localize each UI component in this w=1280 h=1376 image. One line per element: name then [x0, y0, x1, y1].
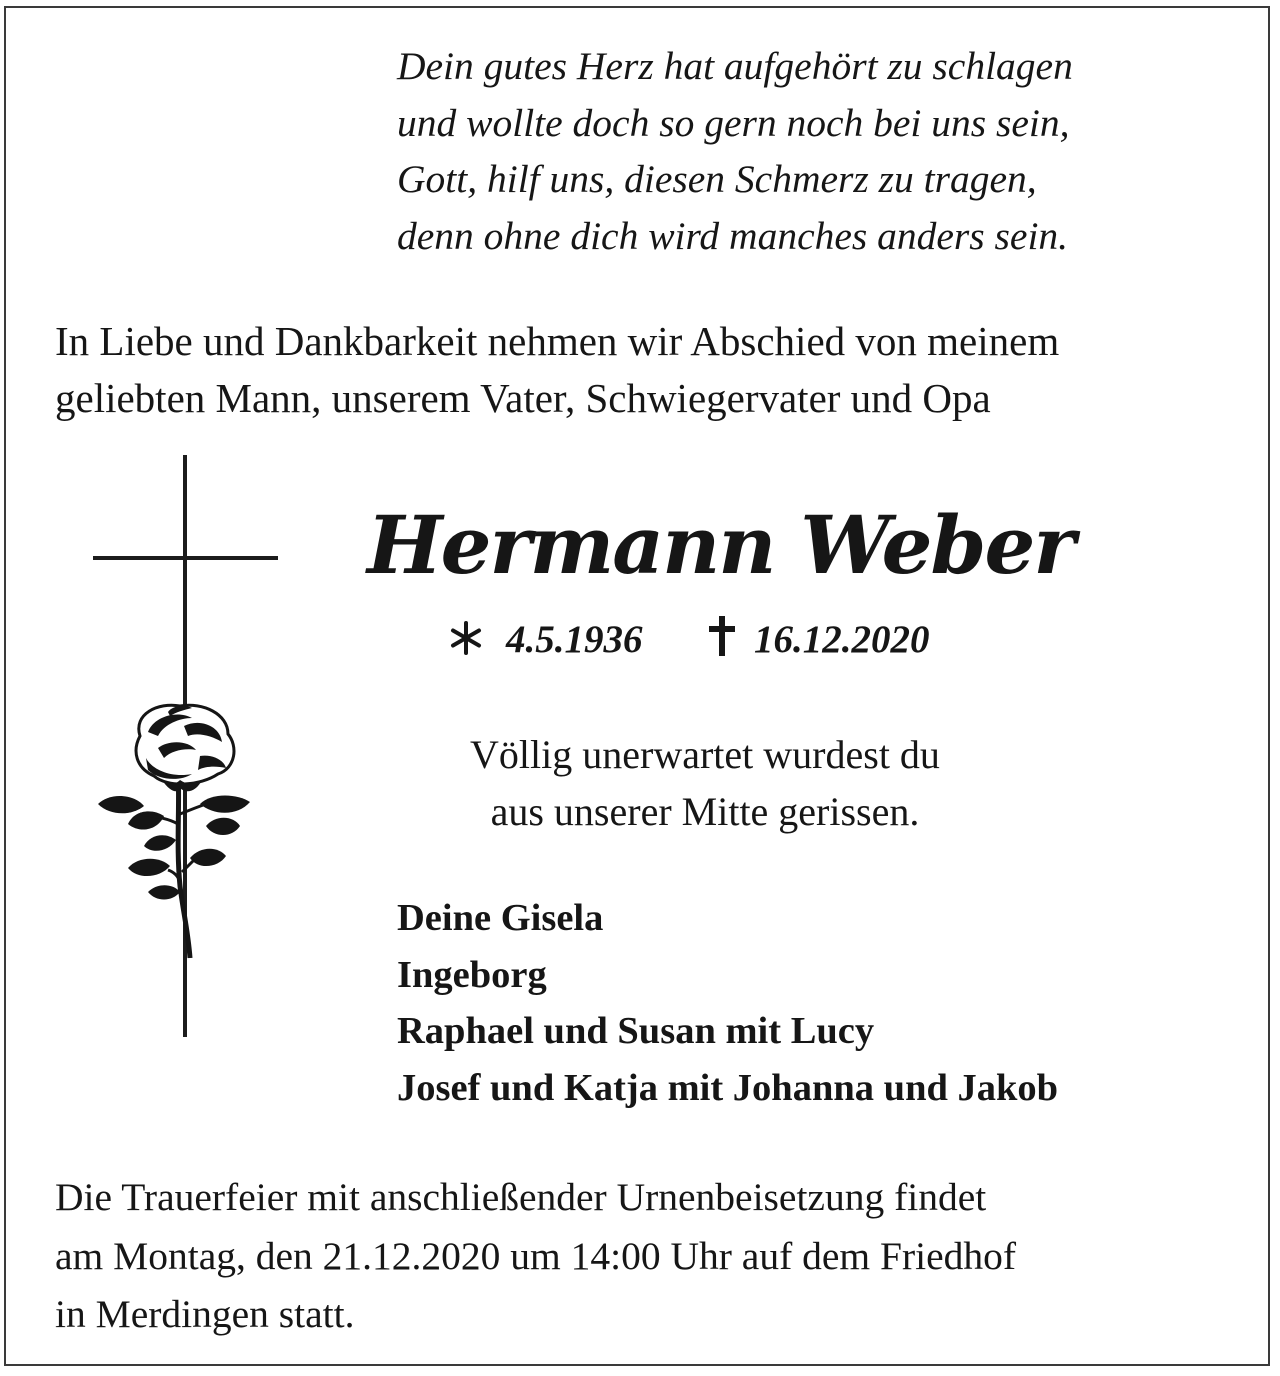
dagger-icon: [706, 614, 738, 658]
birth-date: 4.5.1936: [506, 618, 643, 661]
tribute-line: Völlig unerwartet wurdest du: [470, 732, 940, 777]
poem-line: und wollte doch so gern noch bei uns sein,: [397, 100, 1070, 145]
funeral-line: Die Trauerfeier mit anschließender Urnenbeisetzung findet: [55, 1175, 987, 1219]
mourner-line: Ingeborg: [397, 953, 547, 996]
mourner-line: Deine Gisela: [397, 897, 604, 939]
poem-line: Dein gutes Herz hat aufgehört zu schlagen: [397, 44, 1073, 88]
intro-line: In Liebe und Dankbarkeit nehmen wir Abschied von meinem: [55, 318, 1060, 364]
tribute-line: aus unserer Mitte gerissen.: [490, 789, 920, 834]
funeral-notice: [55, 1168, 1255, 1344]
tribute-text: [405, 726, 1005, 840]
farewell-intro: [55, 313, 1255, 427]
funeral-line: in Merdingen statt.: [55, 1292, 355, 1336]
mourners-list: [397, 890, 1257, 1117]
poem-line: denn ohne dich wird manches anders sein.: [397, 213, 1069, 258]
poem-line: Gott, hilf uns, diesen Schmerz zu tragen,: [397, 157, 1037, 202]
deceased-name: Hermann Weber: [367, 498, 1074, 592]
mourner-line: Raphael und Susan mit Lucy: [397, 1010, 875, 1053]
funeral-line: am Montag, den 21.12.2020 um 14:00 Uhr auf dem Friedhof: [55, 1233, 1017, 1278]
star-icon: [448, 620, 484, 656]
intro-line: geliebten Mann, unserem Vater, Schwiegervater und Opa: [55, 375, 991, 421]
mourner-line: Josef und Katja mit Johanna und Jakob: [397, 1067, 1059, 1110]
cross-horizontal-bar: [93, 556, 278, 560]
rose-icon: [88, 696, 258, 961]
life-dates: [448, 612, 1008, 668]
death-date: 16.12.2020: [754, 618, 930, 661]
poem-verse: [397, 38, 1257, 264]
